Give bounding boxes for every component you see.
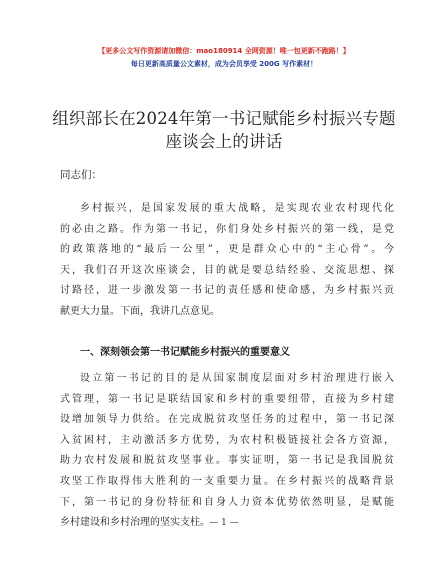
paragraph-line: 设增加领导力供给。在完成脱贫攻坚任务的过程中，第一书记深 <box>60 414 394 426</box>
paragraph-line: 下，第一书记的身份特征和自身人力资本优势依然明显，是赋能 <box>60 496 394 508</box>
promo-banner-blue: 每日更新高质量公文素材，成为会员享受 200G 写作素材！ <box>130 60 318 68</box>
page-number: — 1 — <box>209 518 239 528</box>
title-line-1: 组织部长在2024年第一书记赋能乡村振兴专题 <box>52 109 396 128</box>
paragraph-line: 助力农村发展和脱贫攻坚事业。事实证明，第一书记是我国脱贫 <box>60 455 394 467</box>
document-title <box>40 107 408 153</box>
salutation: 同志们： <box>60 169 102 181</box>
paragraph-line: 攻坚工作取得伟大胜利的一支重要力量。在乡村振兴的战略背景 <box>60 475 394 487</box>
paragraph-line: 乡村建设和乡村治理的坚实支柱。 <box>60 517 210 529</box>
paragraph-line: 献更大力量。下面，我讲几点意见。 <box>60 305 220 317</box>
paragraph-line: 设立第一书记的目的是从国家制度层面对乡村治理进行嵌入 <box>80 373 394 384</box>
promo-banner-red: 【更多公文写作资源请加微信：mao180914 全网资源！唯一包更新不跑路！】 <box>98 47 350 55</box>
paragraph-line: 讨路径，进一步激发第一书记的责任感和使命感，为乡村振兴贡 <box>60 285 394 297</box>
paragraph-line: 入贫困村，主动激活多方优势，为农村积极链接社会各方资源， <box>60 434 394 446</box>
paragraph-line: 天，我们召开这次座谈会，目的就是要总结经验、交流思想、探 <box>60 264 394 276</box>
title-line-2: 座谈会上的讲话 <box>165 132 283 151</box>
paragraph-intro <box>60 199 394 323</box>
paragraph-line: 的必由之路。作为第一书记，你们身处乡村振兴的第一线，是党 <box>60 223 394 235</box>
paragraph-line: 的政策落地的“最后一公里”，更是群众心中的“主心骨”。今 <box>60 244 394 256</box>
paragraph-line: 乡村振兴，是国家发展的重大战略，是实现农业农村现代化 <box>80 203 394 214</box>
paragraph-line: 式管理，第一书记是联结国家和乡村的重要纽带，直接为乡村建 <box>60 393 394 405</box>
section-heading: 一、深刻领会第一书记赋能乡村振兴的重要意义 <box>80 347 290 358</box>
paragraph-section1 <box>60 369 394 534</box>
